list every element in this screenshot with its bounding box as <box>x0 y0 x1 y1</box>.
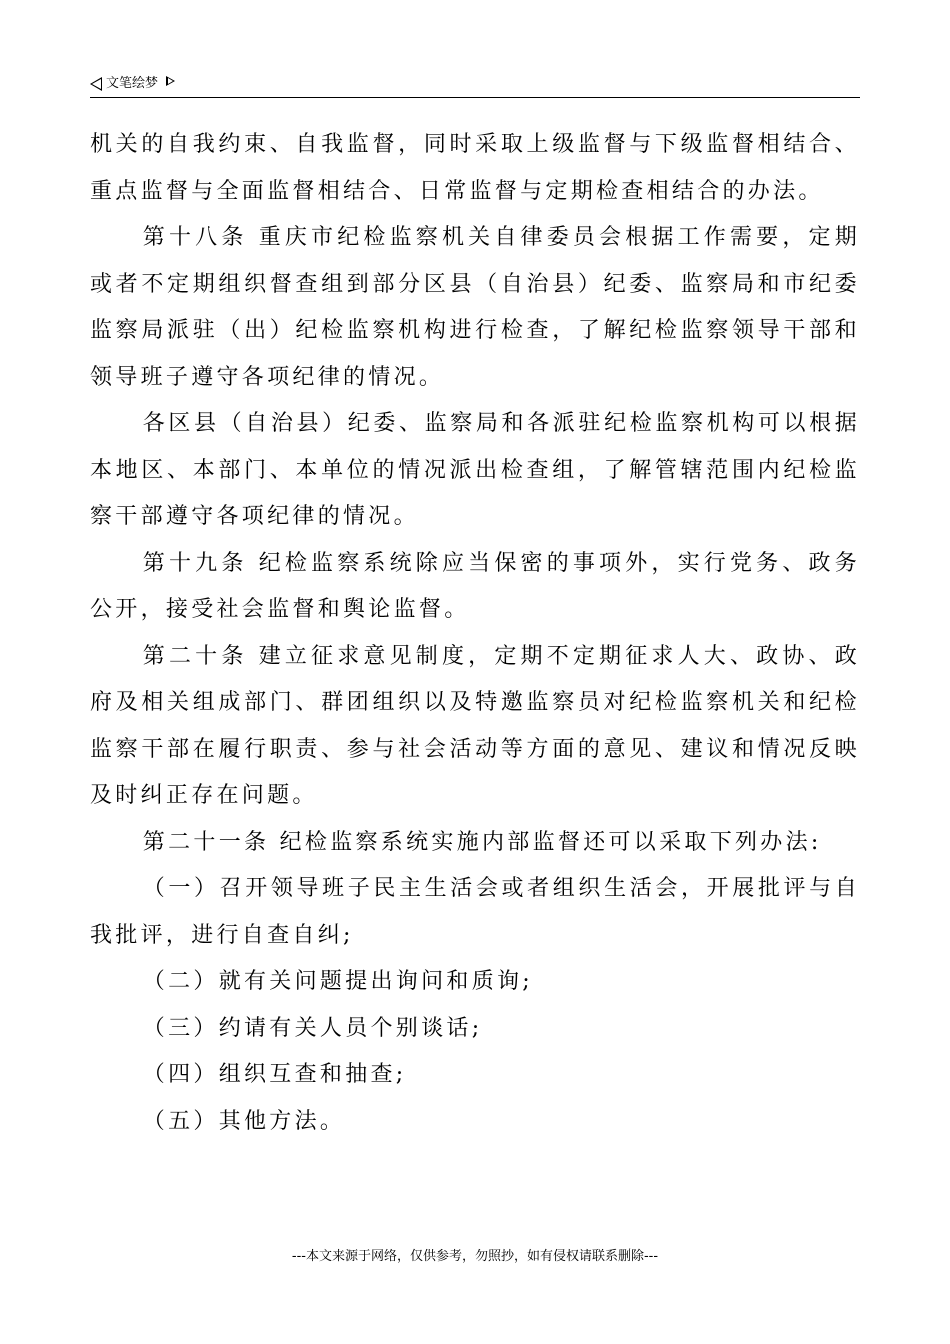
header-divider <box>90 97 860 98</box>
document-body <box>90 122 860 1145</box>
paragraph-article-21: 第二十一条 纪检监察系统实施内部监督还可以采取下列办法: <box>142 829 822 855</box>
list-item: （四）组织互查和抽查; <box>142 1062 407 1087</box>
page-header <box>90 72 860 98</box>
list-item: （二）就有关问题提出询问和质询; <box>142 969 534 994</box>
paragraph-article-20: 第二十条 建立征求意见制度，定期不定期征求人大、政协、政府及相关组成部门、群团组织以及特邀监察员对纪检监察机关和纪检监察干部在履行职责、参与社会活动等方面的意见、建议和情况反映及时纠正存在问题。 <box>90 643 860 808</box>
triangle-left-icon <box>90 77 102 91</box>
paragraph: 各区县（自治县）纪委、监察局和各派驻纪检监察机构可以根据本地区、本部门、本单位的情况派出检查组，了解管辖范围内纪检监察干部遵守各项纪律的情况。 <box>90 411 860 529</box>
list-item: （三）约请有关人员个别谈话; <box>142 1015 483 1041</box>
header-title: 文笔绘梦 <box>106 76 159 91</box>
paragraph-article-18: 第十八条 重庆市纪检监察机关自律委员会根据工作需要，定期或者不定期组织督查组到部分区县（自治县）纪委、监察局和市纪委监察局派驻（出）纪检监察机构进行检查，了解纪检监察领导干部和领导班子遵守各项纪律的情况。 <box>90 225 860 390</box>
footer-notice: ---本文来源于网络，仅供参考，勿照抄，如有侵权请联系删除--- <box>291 1249 659 1264</box>
paragraph: 机关的自我约束、自我监督，同时采取上级监督与下级监督相结合、重点监督与全面监督相结合、日常监督与定期检查相结合的办法。 <box>90 132 860 204</box>
list-item: （一）召开领导班子民主生活会或者组织生活会，开展批评与自我批评，进行自查自纠; <box>90 876 860 948</box>
paragraph-article-19: 第十九条 纪检监察系统除应当保密的事项外，实行党务、政务公开，接受社会监督和舆论监督。 <box>90 550 860 622</box>
list-item: （五）其他方法。 <box>142 1108 346 1134</box>
triangle-right-icon <box>166 76 175 86</box>
header-label <box>90 74 175 94</box>
